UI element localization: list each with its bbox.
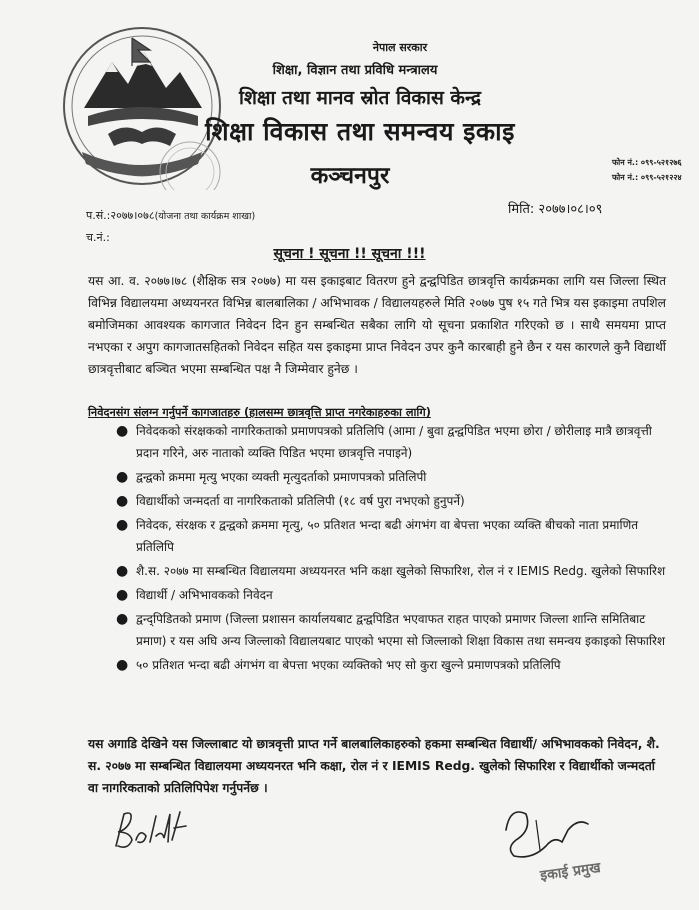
signature-left (110, 806, 192, 854)
requirement-text: विद्यार्थीको जन्मदर्ता वा नागरिकताको प्रतिलिपी (१८ वर्ष पुरा नभएको हुनुपर्ने) (136, 494, 465, 508)
requirement-text: ५० प्रतिशत भन्दा बढी अंगभंग वा बेपत्ता भएका व्यक्तिको भए सो कुरा खुल्ने प्रमाणपत्रको प्रतिलिपि (136, 658, 561, 672)
unit-name: शिक्षा विकास तथा समन्वय इकाइ (205, 117, 515, 146)
government-name: नेपाल सरकार (372, 41, 428, 54)
bullet-icon: ● (116, 469, 129, 485)
letter-number-note: (योजना तथा कार्यक्रम शाखा) (154, 211, 256, 222)
phone-number-2: फोन नं.: ०९९-५२१२२४ (612, 173, 682, 182)
requirement-text: द्वन्द्पिडितको प्रमाण (जिल्ला प्रशासन कार्यालयबाट द्वन्द्वपिडित भएवाफत राहत पाएको प्रमाणर जिल्ला शान्ति समितिबाट प्रमाण) र यस अघि अन्य जिल्लाको विद्यालयबाट पाएको भएमा सो जिल्लाको शिक्षा विकास तथा समन्वय इकाइको सिफारिश (136, 612, 666, 648)
district-name: कञ्चनपुर (310, 163, 390, 189)
bullet-icon: ● (116, 423, 129, 439)
closing-paragraph: यस अगाडि देखिने यस जिल्लाबाट यो छात्रवृत्ती प्राप्त गर्ने बालबालिकाहरुको हकमा सम्बन्धित विद्यार्थी/ अभिभावकको निवेदन, शै. स. २०७७ मा सम्बन्धित विद्यालयमा अध्ययनरत भनि कक्षा, रोल नं र IEMIS Redg. खुलेको सिफारिश र विद्यार्थीको जन्मदर्ता वा नागरिकताको प्रतिलिपिपेश गर्नुपर्नेछ । (88, 737, 660, 795)
list-item (112, 654, 668, 676)
notice-title-text: सूचना ! सूचना !! सूचना !!! (273, 246, 426, 262)
notice-body: यस आ. व. २०७७।७८ (शैक्षिक सत्र २०७७) मा यस इकाइबाट वितरण हुने द्वन्द्वपिडित छात्रवृत्ति कार्यक्रमका लागि यस जिल्ला स्थित विभिन्न विद्यालयमा अध्ययनरत विभिन्न बालबालिका / अभिभावक / विद्यालयहरुले मिति २०७७ पुष १५ गते भित्र यस इकाइमा तपशिल बमोजिमका आवश्यक कागजात निवेदन दिन हुन सम्बन्धित सबैका लागि यो सूचना प्रकाशित गरिएको छ । साथै समयमा प्राप्त नभएका र अपुग कागजातसहितको निवेदन सहित यस इकाइमा प्राप्त निवेदन उपर कुनै कारबाही हुने छैन र यस कारणले कुनै विद्यार्थी छात्रवृत्तीबाट बञ्चित भएमा सम्बन्धित पक्ष नै जिम्मेवार हुनेछ । (88, 274, 666, 376)
list-item (112, 514, 668, 558)
bullet-icon: ● (116, 563, 129, 579)
requirement-text: द्वन्द्वको क्रममा मृत्यु भएका व्यक्ती मृत्युदर्ताको प्रमाणपत्रको प्रतिलिपी (136, 470, 427, 484)
requirement-text: विद्यार्थी / अभिभावकको निवेदन (136, 588, 273, 602)
requirements-list (112, 420, 668, 678)
list-item (112, 490, 668, 512)
bullet-icon: ● (116, 657, 129, 673)
requirement-text: शै.स. २०७७ मा सम्बन्धित विद्यालयमा अध्ययनरत भनि कक्षा खुलेको सिफारिश, रोल नं र IEMIS Redg. खुलेको सिफारिश (136, 564, 666, 578)
letter-number: प.सं.:२०७७।०७८ (86, 209, 155, 222)
unit-chief-stamp: इकाई प्रमुख (539, 859, 602, 885)
list-item (112, 420, 668, 464)
dispatch-number: च.नं.: (86, 231, 110, 244)
bullet-icon: ● (116, 587, 129, 603)
letter-reference (86, 208, 255, 223)
list-item (112, 584, 668, 606)
bullet-icon: ● (116, 611, 129, 627)
requirements-heading: निवेदनसंग संलग्न गर्नुपर्ने कागजातहरु (हालसम्म छात्रवृत्ति प्राप्त नगरेकाहरुका लागि) (88, 406, 431, 419)
list-item (112, 466, 668, 488)
requirement-text: निवेदक, संरक्षक र द्वन्द्वको क्रममा मृत्यु, ५० प्रतिशत भन्दा बढी अंगभंग वा बेपत्ता भएका व्यक्ति बीचको नाता प्रमाणित प्रतिलिपि (136, 518, 639, 554)
list-item (112, 608, 668, 652)
phone-number-1: फोन नं.: ०९९-५२१२७६ (612, 158, 682, 167)
ministry-name: शिक्षा, विज्ञान तथा प्रविधि मन्त्रालय (272, 63, 438, 78)
letter-date: मिति: २०७७।०८।०९ (508, 202, 603, 217)
bullet-icon: ● (116, 517, 129, 533)
requirement-text: निवेदकको संरक्षकको नागरिकताको प्रमाणपत्रको प्रतिलिपि (आमा / बुवा द्वन्द्वपिडित भएमा छोरा / छोरीलाइ मात्रै छात्रवृत्ती प्रदान गरिने, अरु नाताको व्यक्ति पिडित भएमा छात्रवृत्ति नपाइने) (136, 424, 652, 460)
notice-title (0, 244, 699, 263)
centre-name: शिक्षा तथा मानव स्रोत विकास केन्द्र (239, 87, 481, 109)
bullet-icon: ● (116, 493, 129, 509)
list-item (112, 560, 668, 582)
